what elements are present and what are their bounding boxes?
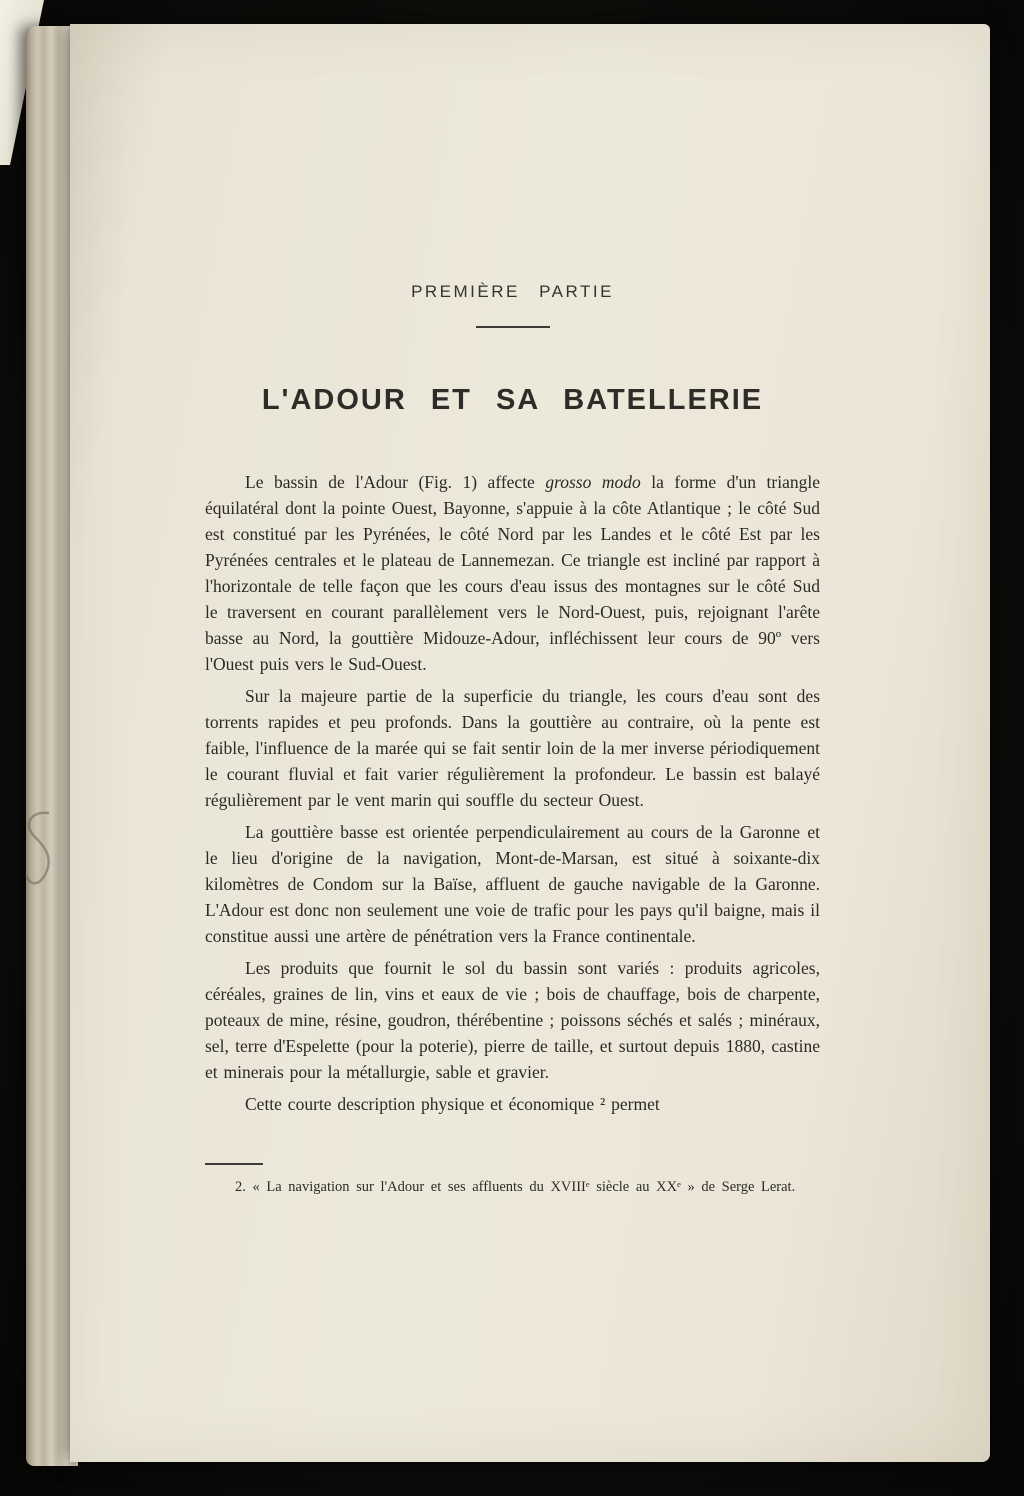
handwritten-mark — [17, 804, 62, 897]
footnote: 2. « La navigation sur l'Adour et ses affluents du XVIIIᵉ siècle au XXᵉ » de Serge Lerat. — [235, 1179, 796, 1195]
text-segment: La gouttière basse est orientée perpendiculairement au cours de la Garonne et le lieu d'origine de la navigation, Mont-de-Marsan, est situé à soixante-dix kilomètres de Condom sur la Baïse, affluent de gauche navigable de la Garonne. L'Adour est donc non seulement une voie de trafic pour les pays qu'il baigne, mais il constitue aussi une artère de pénétration vers la France continentale. — [205, 822, 820, 946]
text-segment: la forme d'un triangle équilatéral dont la pointe Ouest, Bayonne, s'appuie à la côte Atlantique ; le côté Sud est constitué par les Pyrénées, le côté Nord par les Landes et le côté Est par les Pyrénées centrales et le plateau de Lannemezan. Ce triangle est incliné par rapport à l'horizontale de telle façon que les cours d'eau issus des montagnes sur le côté Sud le traversent en courant parallèlement vers le Nord-Ouest, puis, rejoignant l'arête basse au Nord, la gouttière Midouze-Adour, infléchissent leur cours de 90º vers l'Ouest puis vers le Sud-Ouest. — [205, 472, 820, 674]
book-page — [70, 24, 990, 1462]
paragraph — [205, 1091, 820, 1117]
body-text — [205, 469, 820, 1117]
paragraph — [205, 819, 820, 949]
page-title: L'ADOUR ET SA BATELLERIE — [261, 384, 764, 416]
paragraph — [205, 683, 820, 813]
paragraph — [205, 955, 820, 1085]
italic-text: grosso modo — [545, 472, 641, 492]
part-heading: PREMIÈRE PARTIE — [411, 282, 614, 301]
heading-rule — [476, 326, 550, 328]
footnote-rule — [205, 1163, 263, 1165]
page-content — [205, 24, 820, 1198]
text-segment: Sur la majeure partie de la superficie du triangle, les cours d'eau sont des torrents rapides et peu profonds. Dans la gouttière au contraire, où la pente est faible, l'influence de la marée qui se fait sentir loin de la mer inverse périodiquement le courant fluvial et fait varier régulièrement la profondeur. Le bassin est balayé régulièrement par le vent marin qui souffle du secteur Ouest. — [205, 686, 820, 810]
text-segment: Cette courte description physique et économique ² permet — [245, 1094, 660, 1114]
text-segment: Le bassin de l'Adour (Fig. 1) affecte — [245, 472, 546, 492]
paragraph — [205, 469, 820, 677]
text-segment: Les produits que fournit le sol du bassin sont variés : produits agricoles, céréales, graines de lin, vins et eaux de vie ; bois de chauffage, bois de charpente, poteaux de mine, résine, goudron, thérébentine ; poissons séchés et salés ; minéraux, sel, terre d'Espelette (pour la poterie), pierre de taille, et surtout depuis 1880, castine et minerais pour la métallurgie, sable et gravier. — [205, 958, 820, 1082]
